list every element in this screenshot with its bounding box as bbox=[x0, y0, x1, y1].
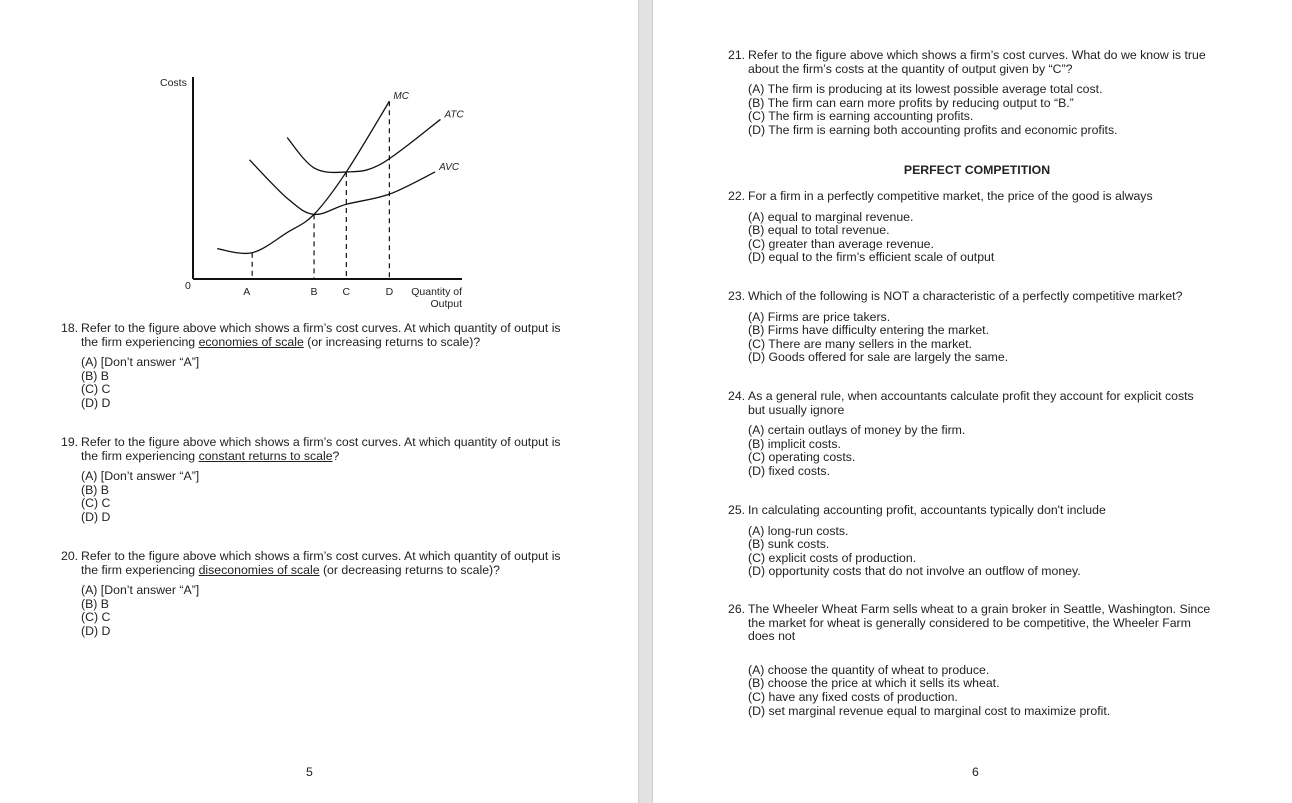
question-number: 25. bbox=[728, 503, 746, 517]
option-a: (A) certain outlays of money by the firm. bbox=[748, 423, 966, 438]
x-axis-label-line2: Output bbox=[430, 298, 462, 310]
option-b: (B) sunk costs. bbox=[748, 537, 830, 552]
question-19 bbox=[61, 436, 571, 525]
x-tick-label-b: B bbox=[310, 286, 318, 298]
question-stem: The Wheeler Wheat Farm sells wheat to a grain broker in Seattle, Washington. Since the market for wheat is generally considered to be competitive, the Wheeler Farm does not bbox=[748, 602, 1211, 644]
option-b: (B) The firm can earn more profits by reducing output to “B.” bbox=[748, 95, 1074, 110]
question-18 bbox=[61, 322, 571, 411]
question-24 bbox=[728, 390, 1203, 479]
option-d: (D) fixed costs. bbox=[748, 463, 830, 478]
option-c: (C) C bbox=[81, 610, 111, 625]
option-c: (C) C bbox=[81, 496, 111, 511]
curve-label-mc: MC bbox=[393, 91, 409, 103]
option-c: (C) C bbox=[81, 382, 111, 397]
option-a: (A) long-run costs. bbox=[748, 523, 849, 538]
option-b: (B) B bbox=[81, 596, 110, 611]
curve-atc bbox=[287, 119, 440, 172]
question-number: 19. bbox=[61, 435, 79, 449]
y-axis-label: Costs bbox=[160, 77, 187, 89]
x-tick-label-c: C bbox=[342, 286, 351, 298]
question-number: 22. bbox=[728, 189, 746, 203]
page-number-left: 5 bbox=[306, 765, 313, 779]
option-d: (D) equal to the firm’s efficient scale of output bbox=[748, 250, 995, 265]
option-a: (A) [Don’t answer “A”] bbox=[81, 469, 200, 484]
cost-curves-chart bbox=[150, 70, 480, 315]
question-stem: Which of the following is NOT a characteristic of a perfectly competitive market? bbox=[748, 289, 1183, 303]
option-b: (B) B bbox=[81, 368, 110, 383]
question-stem: In calculating accounting profit, accountants typically don't include bbox=[748, 503, 1106, 517]
option-c: (C) greater than average revenue. bbox=[748, 236, 934, 251]
section-title: PERFECT COMPETITION bbox=[903, 163, 1051, 177]
question-number: 23. bbox=[728, 289, 746, 303]
option-c: (C) have any fixed costs of production. bbox=[748, 689, 958, 704]
question-number: 26. bbox=[728, 602, 746, 616]
question-stem: Refer to the figure above which shows a firm’s cost curves. At which quantity of output is the firm experiencing constant returns to scale? bbox=[81, 435, 561, 463]
question-stem: For a firm in a perfectly competitive market, the price of the good is always bbox=[748, 189, 1153, 203]
question-22 bbox=[728, 190, 1238, 265]
curve-label-atc: ATC bbox=[444, 109, 464, 121]
question-26 bbox=[728, 603, 1216, 718]
question-stem: As a general rule, when accountants calculate profit they account for explicit costs but usually ignore bbox=[748, 389, 1194, 417]
option-d: (D) The firm is earning both accounting profits and economic profits. bbox=[748, 122, 1118, 137]
question-number: 20. bbox=[61, 549, 79, 563]
option-a: (A) [Don’t answer “A”] bbox=[81, 583, 200, 598]
page-gutter bbox=[638, 0, 653, 803]
option-b: (B) equal to total revenue. bbox=[748, 223, 890, 238]
question-25 bbox=[728, 504, 1238, 579]
option-a: (A) Firms are price takers. bbox=[748, 309, 891, 324]
option-b: (B) B bbox=[81, 482, 110, 497]
curve-avc bbox=[249, 160, 435, 215]
option-d: (D) Goods offered for sale are largely the same. bbox=[748, 350, 1009, 365]
page-number-right: 6 bbox=[972, 765, 979, 779]
curve-label-avc: AVC bbox=[439, 161, 460, 173]
option-c: (C) The firm is earning accounting profits. bbox=[748, 109, 974, 124]
option-d: (D) set marginal revenue equal to marginal cost to maximize profit. bbox=[748, 703, 1111, 718]
option-a: (A) [Don’t answer “A”] bbox=[81, 355, 200, 370]
x-axis-label: Quantity of bbox=[411, 286, 462, 298]
x-tick-label-d: D bbox=[385, 286, 394, 298]
option-a: (A) The firm is producing at its lowest possible average total cost. bbox=[748, 82, 1103, 97]
question-number: 21. bbox=[728, 48, 746, 62]
origin-label: 0 bbox=[185, 280, 191, 292]
question-number: 24. bbox=[728, 389, 746, 403]
question-stem: Refer to the figure above which shows a firm’s cost curves. What do we know is true about the firm’s costs at the quantity of output given by “C”? bbox=[748, 48, 1206, 76]
option-d: (D) D bbox=[81, 623, 111, 638]
option-b: (B) Firms have difficulty entering the market. bbox=[748, 323, 990, 338]
curve-mc bbox=[217, 101, 389, 253]
question-23 bbox=[728, 290, 1238, 365]
x-tick-label-a: A bbox=[243, 286, 251, 298]
option-d: (D) D bbox=[81, 509, 111, 524]
option-a: (A) equal to marginal revenue. bbox=[748, 209, 914, 224]
question-number: 18. bbox=[61, 321, 79, 335]
option-d: (D) D bbox=[81, 395, 111, 410]
question-21 bbox=[728, 49, 1238, 138]
option-c: (C) explicit costs of production. bbox=[748, 550, 917, 565]
option-b: (B) choose the price at which it sells its wheat. bbox=[748, 676, 1000, 691]
option-c: (C) There are many sellers in the market. bbox=[748, 336, 972, 351]
question-20 bbox=[61, 550, 571, 639]
option-b: (B) implicit costs. bbox=[748, 436, 841, 451]
option-c: (C) operating costs. bbox=[748, 450, 856, 465]
question-stem: Refer to the figure above which shows a firm’s cost curves. At which quantity of output is the firm experiencing economies of scale (or increasing returns to scale)? bbox=[81, 321, 561, 349]
question-stem: Refer to the figure above which shows a firm’s cost curves. At which quantity of output is the firm experiencing diseconomies of scale (or decreasing returns to scale)? bbox=[81, 549, 561, 577]
option-a: (A) choose the quantity of wheat to produce. bbox=[748, 662, 990, 677]
option-d: (D) opportunity costs that do not involve an outflow of money. bbox=[748, 564, 1081, 579]
